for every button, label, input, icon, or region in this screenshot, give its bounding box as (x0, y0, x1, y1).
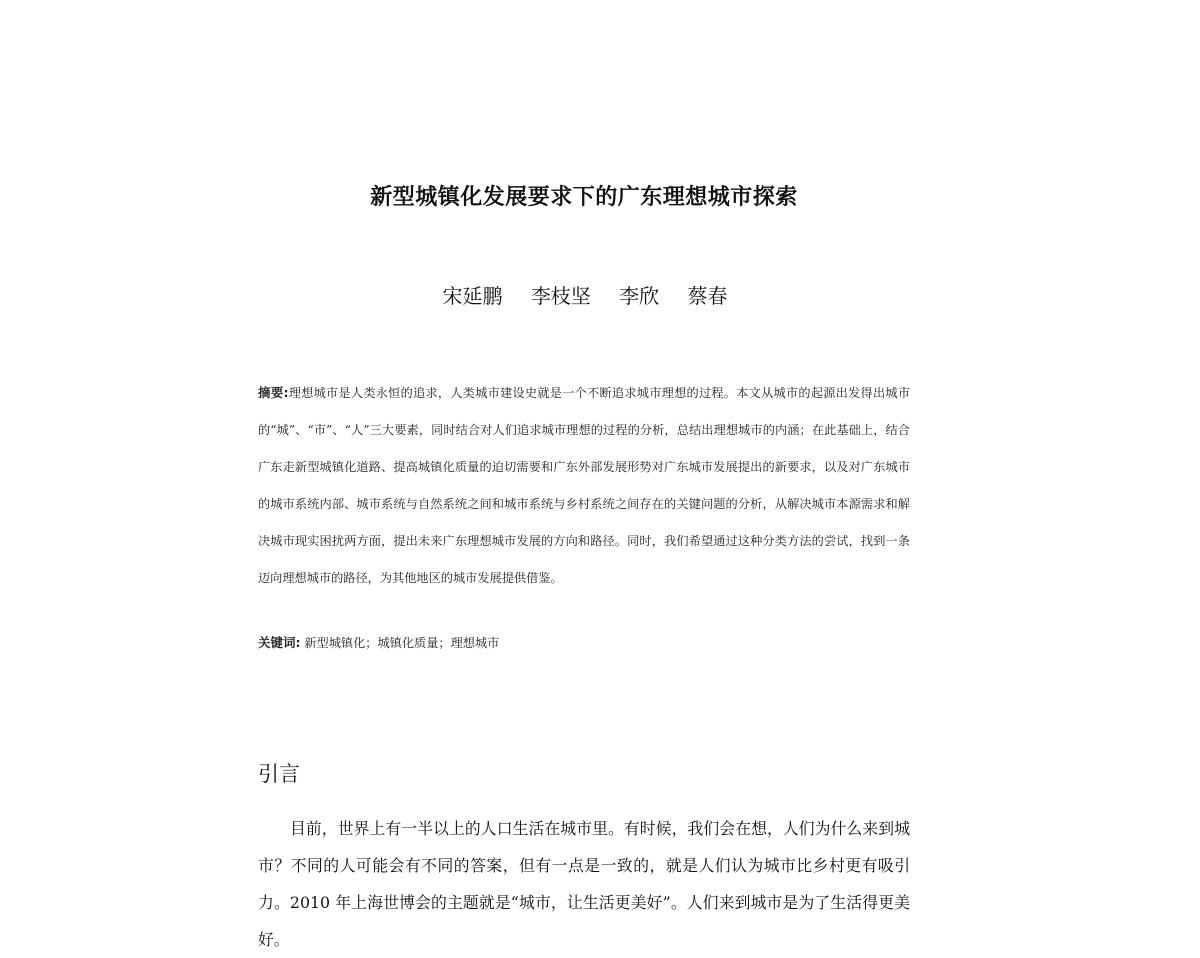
author-name: 宋延鹏 (442, 284, 503, 308)
keywords-text: 新型城镇化；城镇化质量；理想城市 (304, 636, 500, 650)
keywords-label: 关键词: (258, 635, 301, 650)
abstract-label: 摘要: (258, 385, 289, 400)
author-name: 蔡春 (687, 284, 728, 308)
author-list (0, 280, 1170, 309)
abstract (258, 374, 910, 597)
section-heading-introduction: 引言 (258, 762, 300, 786)
keywords (258, 633, 910, 651)
abstract-text: 理想城市是人类永恒的追求，人类城市建设史就是一个不断追求城市理想的过程。本文从城市的起源出发得出城市的“城”、“市”、“人”三大要素，同时结合对人们追求城市理想的过程的分析，总结出理想城市的内涵；在此基础上，结合广东走新型城镇化道路、提高城镇化质量的迫切需要和广东外部发展形势对广东城市发展提出的新要求，以及对广东城市的城市系统内部、城市系统与自然系统之间和城市系统与乡村系统之间存在的关键问题的分析，从解决城市本源需求和解决城市现实困扰两方面，提出未来广东理想城市发展的方向和路径。同时，我们希望通过这种分类方法的尝试，找到一条迈向理想城市的路径，为其他地区的城市发展提供借鉴。 (258, 386, 911, 585)
paper-title: 新型城镇化发展要求下的广东理想城市探索 (370, 185, 798, 210)
author-name: 李枝坚 (530, 284, 591, 308)
author-name: 李欣 (619, 284, 660, 308)
introduction-paragraph: 目前，世界上有一半以上的人口生活在城市里。有时候，我们会在想，人们为什么来到城市？不同的人可能会有不同的答案，但有一点是一致的，就是人们认为城市比乡村更有吸引力。2010 年上海世博会的主题就是“城市，让生活更美好”。人们来到城市是为了生活得更美好。 (258, 819, 910, 949)
